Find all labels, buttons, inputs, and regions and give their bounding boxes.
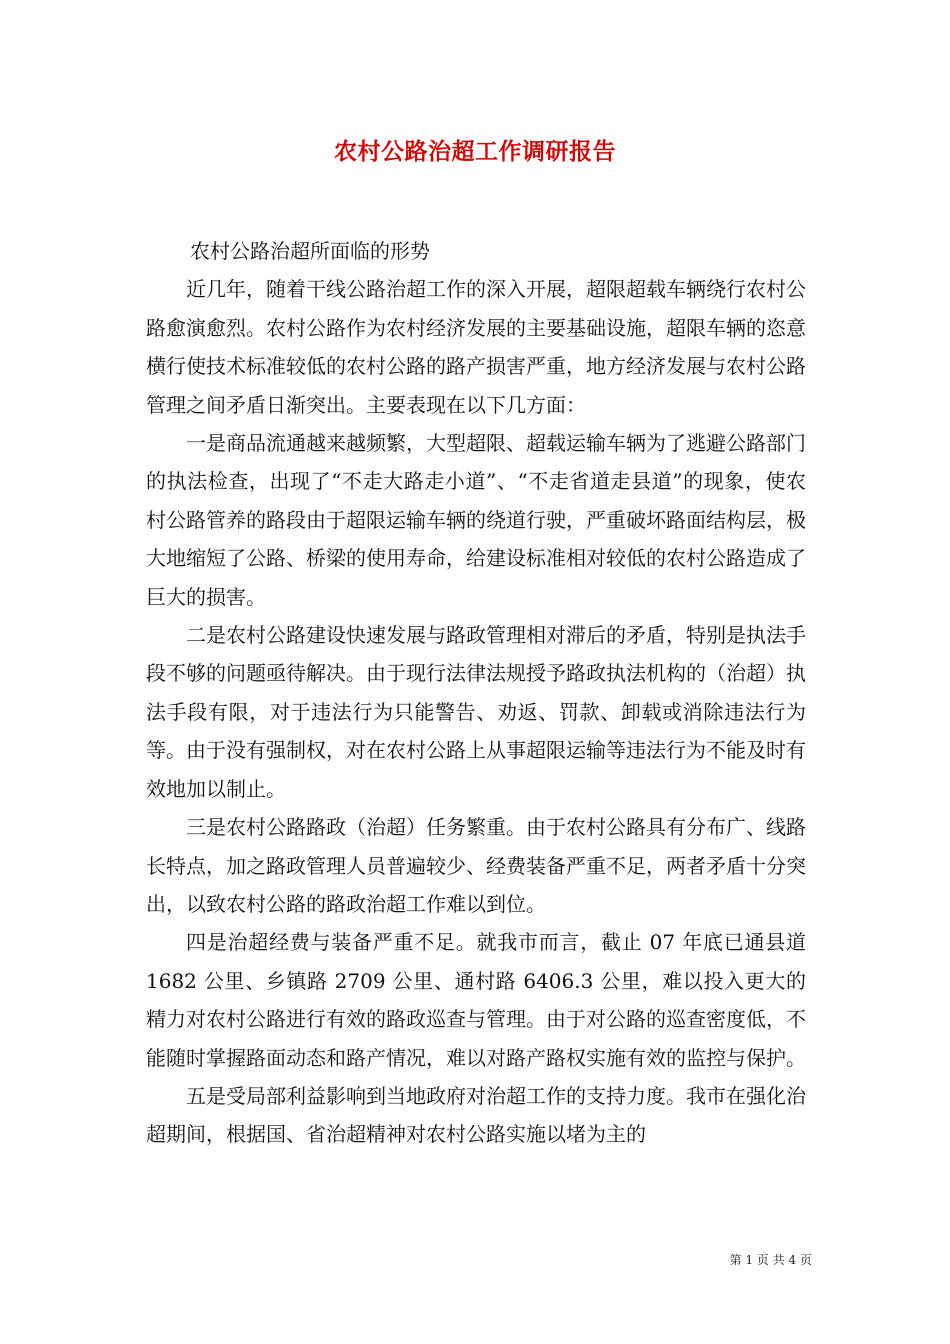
paragraph-point-5: 五是受局部利益影响到当地政府对治超工作的支持力度。我市在强化治超期间，根据国、省治超精神对农村公路实施以堵为主的 [146,1083,806,1147]
document-title: 农村公路治超工作调研报告 [334,138,616,165]
paragraph-point-3: 三是农村公路路政（治超）任务繁重。由于农村公路具有分布广、线路长特点，加之路政管理人员普遍较少、经费装备严重不足，两者矛盾十分突出，以致农村公路的路政治超工作难以到位。 [146,815,806,916]
paragraph-point-1: 一是商品流通越来越频繁，大型超限、超载运输车辆为了逃避公路部门的执法检查，出现了“不走大路走小道”、“不走省道走县道”的现象，使农村公路管养的路段由于超限运输车辆的绕道行驶，严重破坏路面结构层，极大地缩短了公路、桥梁的使用寿命，给建设标准相对较低的农村公路造成了巨大的损害。 [146,431,806,609]
paragraph-point-2: 二是农村公路建设快速发展与路政管理相对滞后的矛盾，特别是执法手段不够的问题亟待解决。由于现行法律法规授予路政执法机构的（治超）执法手段有限，对于违法行为只能警告、劝返、罚款、卸载或消除违法行为等。由于没有强制权，对在农村公路上从事超限运输等违法行为不能及时有效地加以制止。 [146,623,806,801]
page-number-footer: 第 1 页 共 4 页 [729,1253,812,1267]
section-heading: 农村公路治超所面临的形势 [190,239,430,263]
paragraph-intro: 近几年，随着干线公路治超工作的深入开展，超限超载车辆绕行农村公路愈演愈烈。农村公路作为农村经济发展的主要基础设施，超限车辆的恣意横行使技术标准较低的农村公路的路产损害严重，地方经济发展与农村公路管理之间矛盾日渐突出。主要表现在以下几方面： [146,277,806,417]
document-body [146,232,806,1154]
paragraph-point-4: 四是治超经费与装备严重不足。就我市而言，截止 07 年底已通县道 1682 公里、乡镇路 2709 公里、通村路 6406.3 公里，难以投入更大的精力对农村公路进行有效的路政巡查与管理。由于对公路的巡查密度低，不能随时掌握路面动态和路产情况，难以对路产路权实施有效的监控与保护。 [146,930,806,1070]
